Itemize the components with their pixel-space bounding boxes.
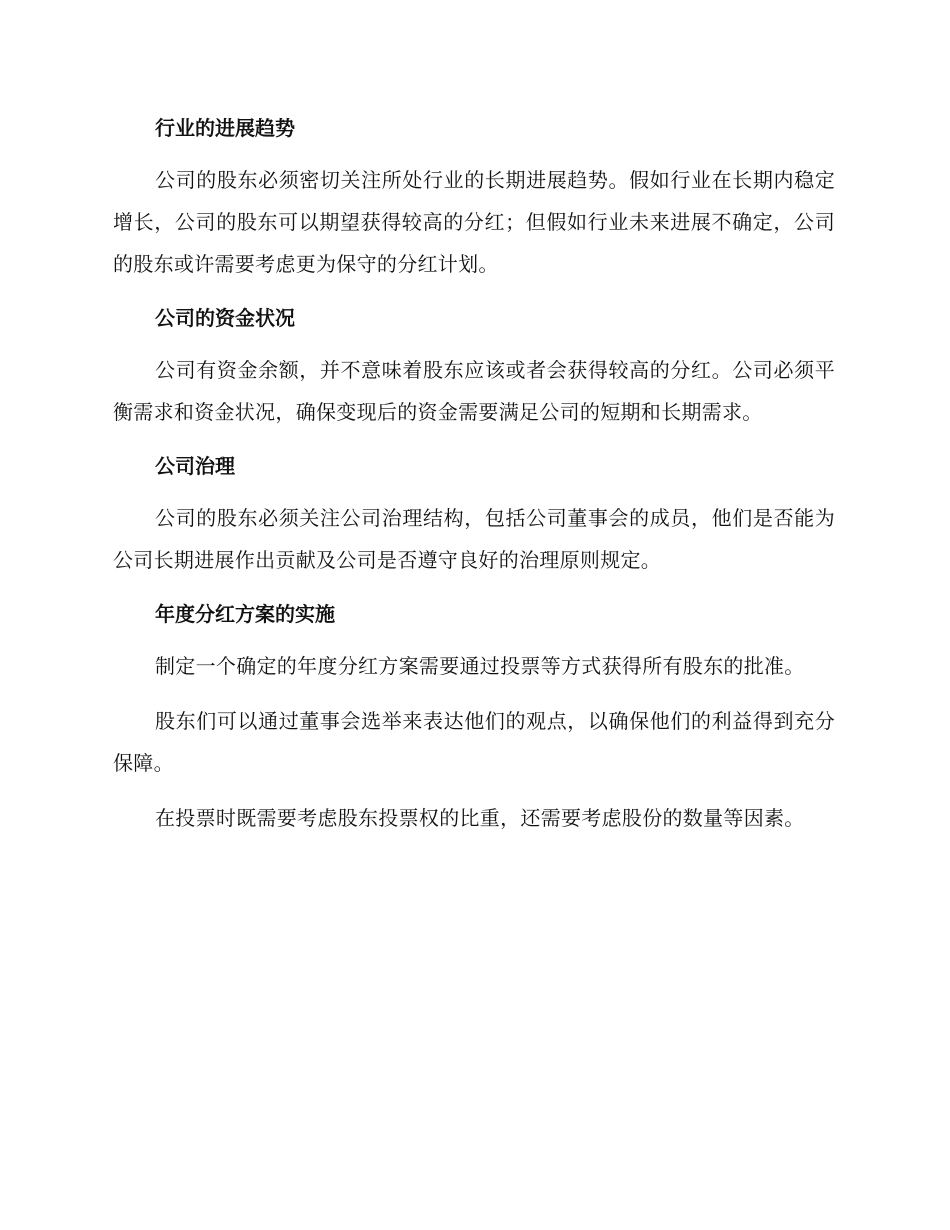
paragraph-dividend-plan-voting: 在投票时既需要考虑股东投票权的比重，还需要考虑股份的数量等因素。 [155, 806, 805, 830]
document-body [113, 108, 835, 852]
section-heading-capital-status: 公司的资金状况 [155, 306, 295, 330]
section-heading-dividend-plan: 年度分红方案的实施 [155, 602, 335, 626]
paragraph-capital-status: 公司有资金余额，并不意味着股东应该或者会获得较高的分红。公司必须平衡需求和资金状况，确保变现后的资金需要满足公司的短期和长期需求。 [113, 358, 835, 424]
paragraph-dividend-plan-approval: 制定一个确定的年度分红方案需要通过投票等方式获得所有股东的批准。 [155, 654, 805, 678]
section-heading-industry-trend: 行业的进展趋势 [155, 116, 295, 140]
paragraph-industry-trend: 公司的股东必须密切关注所处行业的长期进展趋势。假如行业在长期内稳定增长，公司的股东可以期望获得较高的分红；但假如行业未来进展不确定，公司的股东或许需要考虑更为保守的分红计划。 [113, 168, 835, 276]
section-heading-corporate-governance: 公司治理 [155, 454, 235, 478]
paragraph-corporate-governance: 公司的股东必须关注公司治理结构，包括公司董事会的成员，他们是否能为公司长期进展作出贡献及公司是否遵守良好的治理原则规定。 [113, 506, 835, 572]
paragraph-dividend-plan-election: 股东们可以通过董事会选举来表达他们的观点，以确保他们的利益得到充分保障。 [113, 709, 835, 775]
